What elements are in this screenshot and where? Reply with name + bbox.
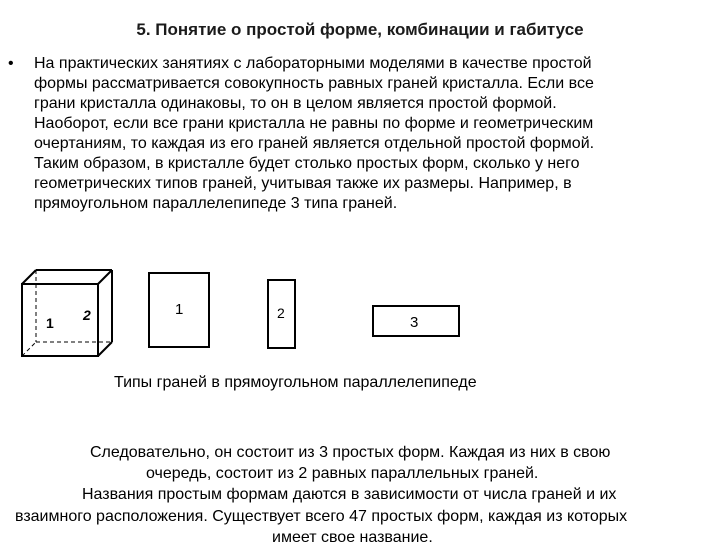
cube-hidden-edge [22,342,36,356]
conclusion-line: Следовательно, он состоит из 3 простых форм. Каждая из них в свою [90,444,611,461]
main-paragraph [34,54,714,214]
cube-edge [22,270,36,284]
slide-title: 5. Понятие о простой форме, комбинации и габитусе [136,20,584,39]
cube-edge [98,270,112,284]
conclusion-line: имеет свое название. [272,529,433,546]
cube-edge [98,342,112,356]
paragraph-line: формы рассматривается совокупность равных граней кристалла. Если все [34,75,594,92]
cube-label-2: 2 [83,307,91,323]
conclusion-line: очередь, состоит из 2 равных параллельных граней. [146,465,539,482]
face-2-label: 2 [277,305,285,321]
bullet-marker: • [8,55,14,72]
paragraph-line: грани кристалла одинаковы, то он в целом является простой формой. [34,95,557,112]
paragraph-line: геометрических типов граней, учитывая также их размеры. Например, в [34,175,572,192]
paragraph-line: прямоугольном параллелепипеде 3 типа граней. [34,195,398,212]
conclusion-line: взаимного расположения. Существует всего 47 простых форм, каждая из которых [15,508,628,525]
figure-caption: Типы граней в прямоугольном параллелепипеде [114,374,477,391]
face-1-label: 1 [175,301,184,318]
face-3-label: 3 [410,314,419,331]
paragraph-line: очертаниям, то каждая из его граней является отдельной простой формой. [34,135,595,152]
conclusion-line: Названия простым формам даются в зависимости от числа граней и их [82,486,617,503]
paragraph-line: Таким образом, в кристалле будет столько простых форм, сколько у него [34,155,580,172]
paragraph-line: Наоборот, если все грани кристалла не равны по форме и геометрическим [34,115,594,132]
paragraph-line: На практических занятиях с лабораторными моделями в качестве простой [34,55,592,72]
face-types-figure [0,260,720,370]
cube-label-1: 1 [46,315,54,331]
parallelepiped-drawing [22,270,112,356]
